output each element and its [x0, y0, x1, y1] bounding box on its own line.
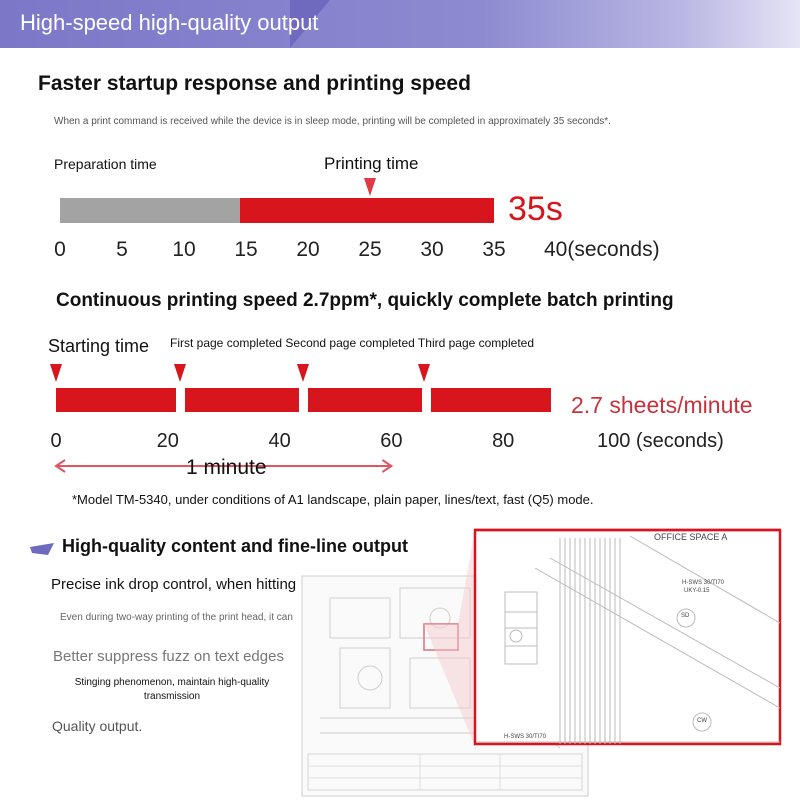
cad-drawing-illustration: [300, 528, 800, 800]
section3-line4: Stinging phenomenon, maintain high-quality transmission: [74, 677, 270, 702]
prep-time-label: Preparation time: [54, 156, 157, 172]
one-minute-label: 1 minute: [186, 456, 267, 479]
drawing-tag-2: UKY-0.15: [684, 588, 710, 594]
section3-line1: Precise ink drop control, when hitting: [51, 576, 297, 593]
startup-x-tick: 15: [234, 238, 258, 261]
arrow-bullet-icon: [30, 542, 54, 554]
drawing-office-label: OFFICE SPACE A: [654, 532, 728, 542]
drawing-tag-3: SD: [681, 613, 690, 619]
section3-line2: Even during two-way printing of the print head, it can: [60, 612, 293, 623]
section2-heading: Continuous printing speed 2.7ppm*, quickly complete batch printing: [56, 290, 674, 311]
continuous-x-tick: 100 (seconds): [597, 430, 724, 452]
continuous-x-tick: 60: [380, 430, 403, 452]
continuous-x-tick: 40: [268, 430, 291, 452]
startup-x-tick: 25: [358, 238, 382, 261]
drawing-tag-5: H-SWS 30/TI70: [504, 734, 547, 740]
header-title: High-speed high-quality output: [20, 10, 319, 35]
drawing-tag-4: CW: [697, 718, 707, 724]
print-time-label: Printing time: [324, 154, 419, 173]
result-label: 35s: [508, 190, 563, 228]
section3-line3: Better suppress fuzz on text edges: [53, 648, 284, 665]
continuous-x-tick: 80: [492, 430, 515, 452]
startup-x-tick: 5: [116, 238, 128, 261]
pages-completed-label: First page completed Second page completed Third page completed: [170, 336, 535, 350]
rate-label: 2.7 sheets/minute: [571, 392, 753, 418]
section1-note: When a print command is received while the device is in sleep mode, printing will be completed in approximately 35 seconds*.: [54, 116, 611, 127]
startup-x-tick: 30: [420, 238, 444, 261]
startup-x-tick: 0: [54, 238, 66, 261]
startup-x-tick: 10: [172, 238, 196, 261]
startup-x-tick: 20: [296, 238, 320, 261]
footnote: *Model TM-5340, under conditions of A1 landscape, plain paper, lines/text, fast (Q5) mode.: [72, 492, 594, 507]
section3-heading: High-quality content and fine-line output: [62, 536, 408, 556]
drawing-tag-1: H-SWS 30/TI70: [682, 580, 725, 586]
section1-heading: Faster startup response and printing speed: [38, 72, 471, 95]
starting-time-label: Starting time: [48, 336, 150, 356]
continuous-x-tick: 0: [50, 430, 62, 452]
continuous-x-tick: 20: [156, 430, 179, 452]
startup-x-tick: 35: [482, 238, 506, 261]
startup-x-tick: 40(seconds): [544, 238, 660, 261]
section3-line5: Quality output.: [52, 718, 143, 734]
